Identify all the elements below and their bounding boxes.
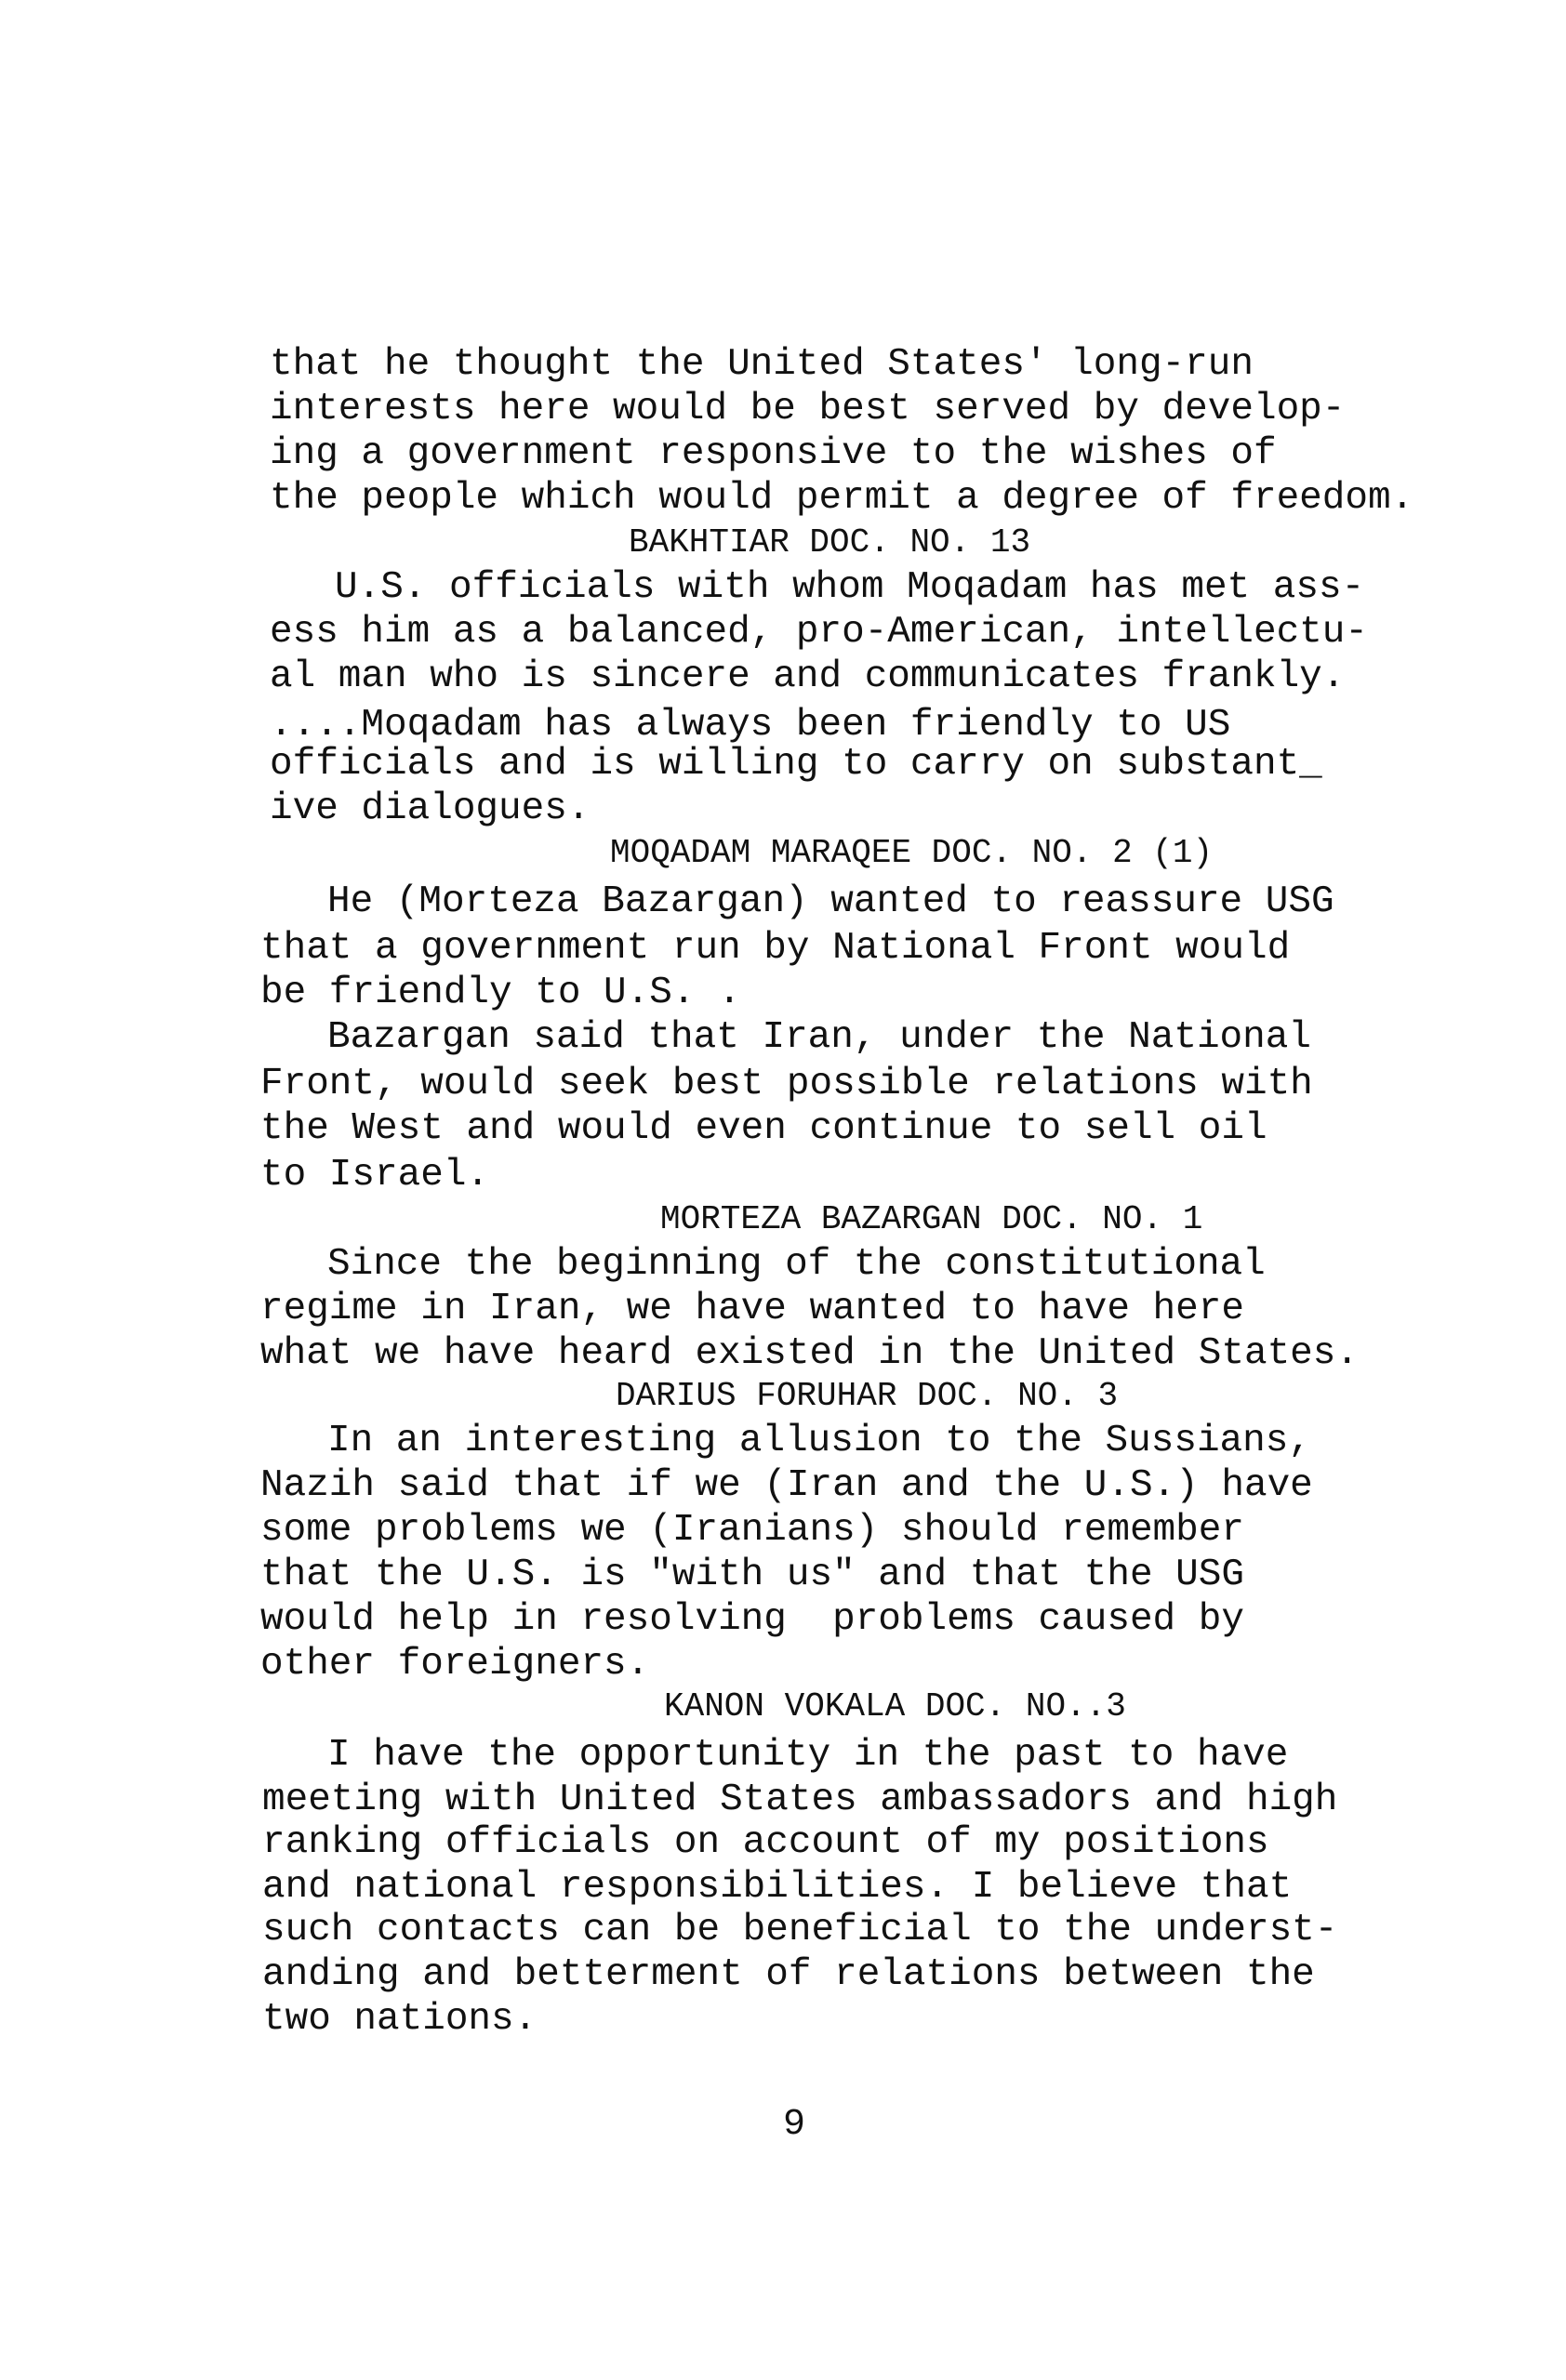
document-citation: MOQADAM MARAQEE DOC. NO. 2 (1)	[610, 834, 1214, 872]
text-line: In an interesting allusion to the Sussians,	[327, 1420, 1311, 1462]
text-line: would help in resolving problems caused by	[260, 1598, 1244, 1641]
text-line: U.S. officials with whom Moqadam has met ass-	[335, 566, 1365, 609]
text-line: some problems we (Iranians) should remember	[260, 1509, 1244, 1552]
text-line: ranking officials on account of my positions	[262, 1821, 1269, 1864]
text-line: what we have heard existed in the United States.	[260, 1332, 1359, 1375]
text-line: anding and betterment of relations between the	[262, 1953, 1315, 1996]
text-line: ....Moqadam has always been friendly to US	[270, 704, 1231, 747]
text-line: be friendly to U.S. .	[260, 972, 741, 1014]
text-line: I have the opportunity in the past to have	[327, 1734, 1289, 1777]
document-citation: KANON VOKALA DOC. NO..3	[664, 1687, 1126, 1726]
text-line: interests here would be best served by develop-	[270, 388, 1346, 430]
document-citation: DARIUS FORUHAR DOC. NO. 3	[616, 1377, 1119, 1415]
text-line: ive dialogues.	[270, 787, 591, 830]
text-line: ing a government responsive to the wishes of	[270, 432, 1277, 475]
text-line: regime in Iran, we have wanted to have here	[260, 1288, 1244, 1330]
text-line: ess him as a balanced, pro-American, intellectu-	[270, 611, 1368, 654]
text-line: to Israel.	[260, 1154, 490, 1197]
text-line: other foreigners.	[260, 1643, 650, 1686]
text-line: that the U.S. is "with us" and that the USG	[260, 1554, 1244, 1596]
text-line: and national responsibilities. I believe that	[262, 1866, 1293, 1909]
text-line: Since the beginning of the constitutional	[327, 1243, 1266, 1286]
text-line: such contacts can be beneficial to the underst-	[262, 1909, 1338, 1951]
text-line: meeting with United States ambassadors and high	[262, 1778, 1338, 1821]
text-line: the people which would permit a degree of freedom.	[270, 477, 1414, 520]
text-line: Front, would seek best possible relations with	[260, 1063, 1313, 1105]
text-line: officials and is willing to carry on substant_	[270, 743, 1322, 786]
text-line: al man who is sincere and communicates frankly.	[270, 655, 1346, 698]
text-line: Bazargan said that Iran, under the National	[327, 1016, 1311, 1059]
text-line: two nations.	[262, 1998, 537, 2041]
document-citation: MORTEZA BAZARGAN DOC. NO. 1	[660, 1200, 1203, 1238]
text-line: that a government run by National Front would	[260, 927, 1291, 970]
text-line: that he thought the United States' long-run	[270, 343, 1254, 386]
document-citation: BAKHTIAR DOC. NO. 13	[629, 523, 1031, 562]
text-line: He (Morteza Bazargan) wanted to reassure USG	[327, 880, 1334, 923]
text-line: Nazih said that if we (Iran and the U.S.) have	[260, 1464, 1313, 1507]
page-number: 9	[783, 2104, 806, 2146]
text-line: the West and would even continue to sell oil	[260, 1107, 1267, 1150]
